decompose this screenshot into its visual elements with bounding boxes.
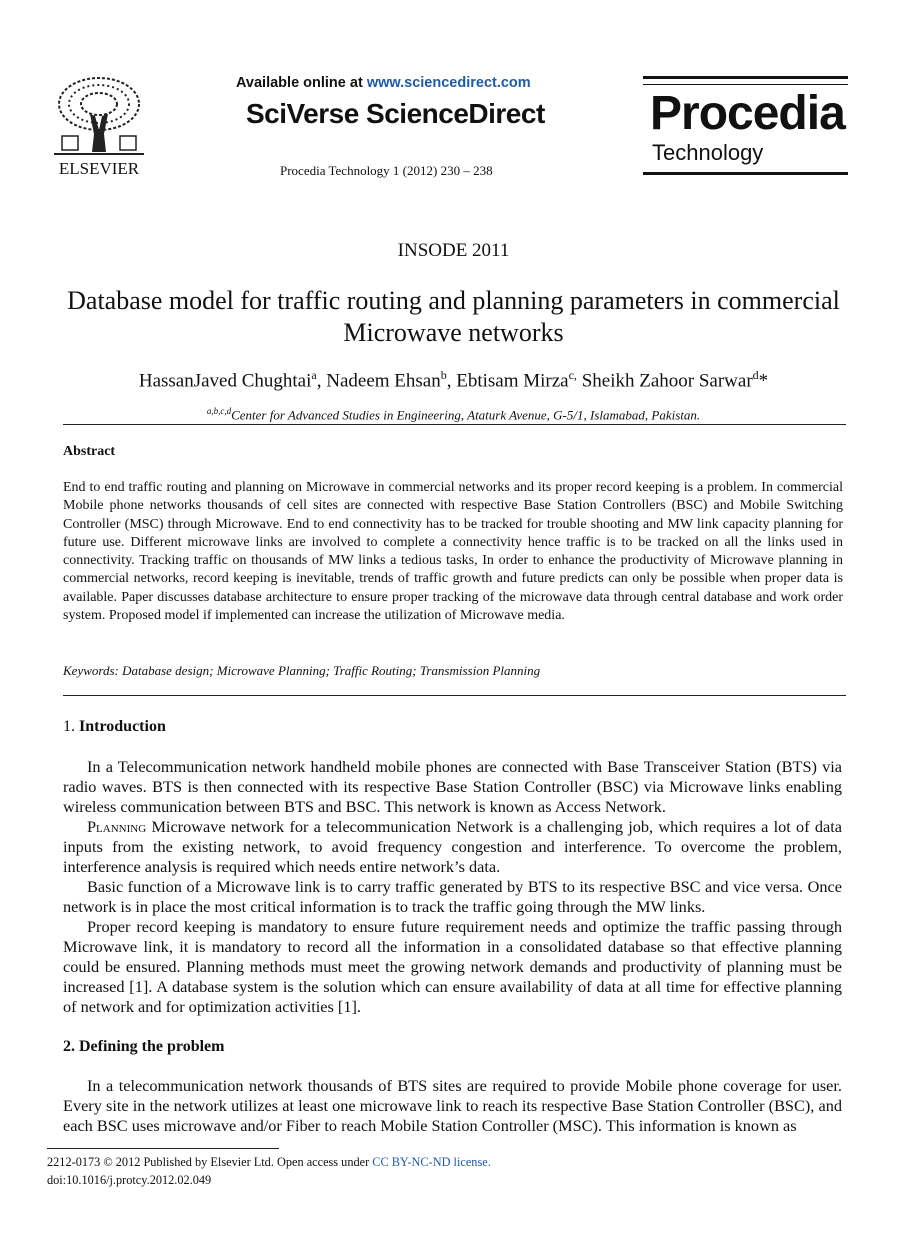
section-title: Defining the problem xyxy=(79,1038,225,1055)
paragraph: In a Telecommunication network handheld mobile phones are connected with Base Transceiver Station (BTS) via radio waves. BTS is then connected with its respective Base Station Controller (BSC) via Microwave links enabling wireless communication between BTS and BSC. This network is known as Access Network. xyxy=(63,757,842,816)
author-name: HassanJaved Chughtai xyxy=(138,370,312,392)
copyright-text: 2212-0173 © 2012 Published by Elsevier Ltd. Open access under xyxy=(47,1155,373,1169)
keywords: Keywords: Database design; Microwave Planning; Traffic Routing; Transmission Planning xyxy=(63,663,541,678)
doi: doi:10.1016/j.protcy.2012.02.049 xyxy=(47,1173,212,1187)
procedia-bottom-rule xyxy=(643,172,848,175)
procedia-logo: Procedia xyxy=(650,87,845,140)
author-affil-mark: a xyxy=(311,368,317,382)
procedia-subtitle: Technology xyxy=(652,140,764,165)
paragraph: Basic function of a Microwave link is to carry traffic generated by BTS to its respective BSC and vice versa. Once network is in place the most critical information is to track the traffic going through the MW links. xyxy=(63,877,842,916)
section-title: Introduction xyxy=(79,718,166,735)
section-heading-introduction xyxy=(63,718,166,736)
conference-name: INSODE 2011 xyxy=(397,240,510,261)
corresponding-mark: * xyxy=(758,370,769,392)
author-name: Nadeem Ehsan xyxy=(326,370,441,392)
paragraph: Proper record keeping is mandatory to ensure future requirement needs and optimize the traffic passing through Microwave link, it is mandatory to record all the information in a consolidated database so that effective planning could be ensured. Planning methods must meet the growing network demands and productivity of planning must be increased [1]. A database system is the solution which can ensure availability of data at all time for effective planning of network and for optimization activities [1]. xyxy=(63,917,842,1016)
footnote-rule xyxy=(47,1148,279,1149)
sciencedirect-link[interactable]: www.sciencedirect.com xyxy=(366,75,531,91)
paragraph: In a telecommunication network thousands of BTS sites are required to provide Mobile phone coverage for user. Every site in the network utilizes at least one microwave link to reach its respective Base Station Controller (BSC), and each BSC uses microwave and/or Fiber to reach Mobile Station Controller (MSC). This information is known as xyxy=(63,1076,842,1135)
available-online xyxy=(236,75,531,91)
affiliation-text: Center for Advanced Studies in Engineering, Ataturk Avenue, G-5/1, Islamabad, Pakistan. xyxy=(231,407,701,423)
problem-body xyxy=(63,1076,842,1136)
paragraph: Planning Microwave network for a telecommunication Network is a challenging job, which requires a lot of data inputs from the existing network, to avoid frequency congestion and interference. To overcome the problem, interference analysis is required which needs entire network’s data. xyxy=(63,817,842,876)
copyright-line xyxy=(47,1155,491,1170)
procedia-top-rule-thin xyxy=(643,84,848,85)
divider xyxy=(63,424,846,425)
planning-lead: Planning xyxy=(87,817,147,836)
procedia-top-rule xyxy=(643,76,848,79)
abstract-heading: Abstract xyxy=(63,444,116,459)
section-heading-problem xyxy=(63,1038,224,1056)
affiliation-marks: a,b,c,d xyxy=(206,406,232,416)
sciverse-logo: SciVerse ScienceDirect xyxy=(246,98,545,129)
paper-title: Database model for traffic routing and planning parameters in commercial Microwave networks xyxy=(67,286,840,347)
available-prefix: Available online at xyxy=(236,75,367,91)
license-link[interactable]: CC BY-NC-ND license. xyxy=(372,1155,491,1169)
author-name: Sheikh Zahoor Sarwar xyxy=(581,370,753,392)
divider xyxy=(63,695,846,696)
elsevier-logo xyxy=(48,74,150,178)
section-number: 1. xyxy=(63,718,79,735)
section-number: 2. xyxy=(63,1038,79,1055)
author-affil-mark: d xyxy=(752,368,759,382)
journal-reference: Procedia Technology 1 (2012) 230 – 238 xyxy=(280,163,493,178)
author-name: Ebtisam Mirza xyxy=(456,370,569,392)
abstract-body: End to end traffic routing and planning on Microwave in commercial networks and its proper record keeping is a problem. In commercial Mobile phone networks thousands of cell sites are connected with respective Base Station Controllers (BSC) and Mobile Switching Controller (MSC) through Microwave. End to end connectivity has to be tracked for trouble shooting and MW link capacity planning for future use. Different microwave links are involved to complete a connectivity hence traffic is to be tracked on all the links used in connectivity. Tracking traffic on thousands of MW links a tedious tasks, In order to enhance the productivity of Microwave planning in commercial networks, record keeping is inevitable, trends of traffic growth and future predicts can only be possible when proper data is available. Paper discusses database architecture to ensure proper tracking of the microwave data through central database and work order system. Proposed model if implemented can increase the utilization of Microwave media. xyxy=(63,480,843,624)
author-list: HassanJaved Chughtai$^a$, Nadeem Ehsan$^b$, Ebtisam Mirza$^{c,}$ Sheikh Zahoor Sarwar$^d$* xyxy=(138,368,769,392)
elsevier-wordmark: ELSEVIER xyxy=(58,159,140,178)
author-affil-mark: c, xyxy=(568,368,577,382)
introduction-body xyxy=(63,757,842,1017)
author-affil-mark: b xyxy=(440,368,447,382)
affiliation xyxy=(0,406,907,423)
